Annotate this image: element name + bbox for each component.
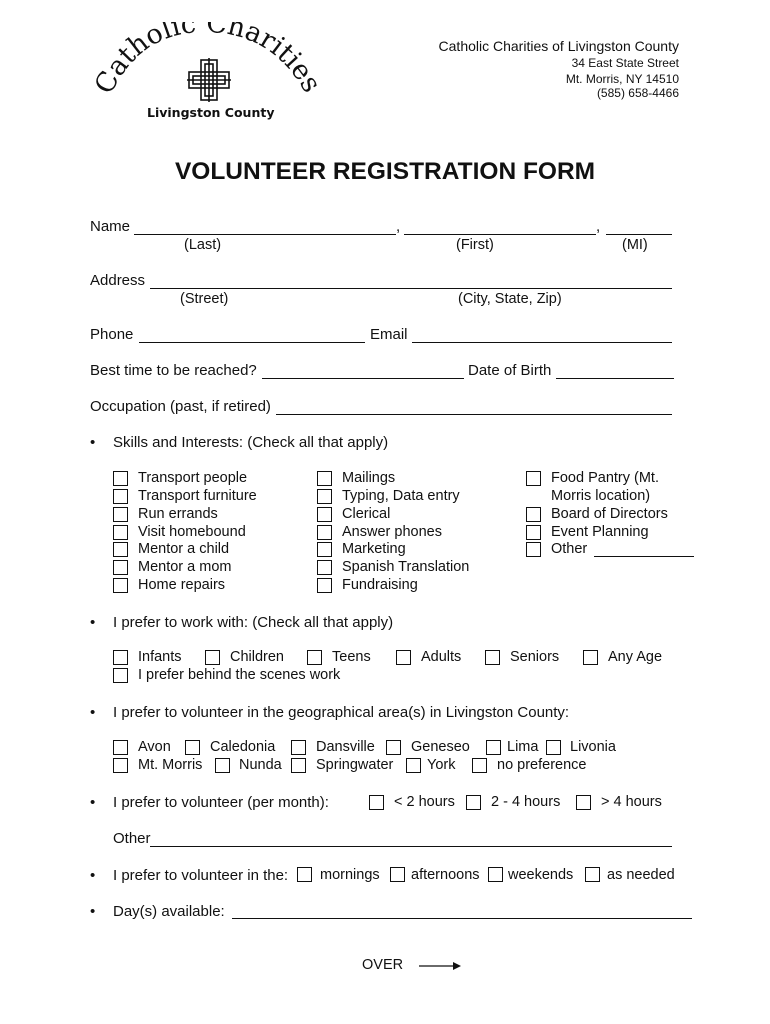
skill-label: Marketing	[342, 541, 406, 557]
checkbox[interactable]	[317, 542, 332, 557]
checkbox[interactable]	[113, 471, 128, 486]
checkbox[interactable]	[215, 758, 230, 773]
checkbox[interactable]	[291, 740, 306, 755]
checkbox[interactable]	[113, 560, 128, 575]
checkbox[interactable]	[546, 740, 561, 755]
dob-label: Date of Birth	[468, 362, 552, 379]
areas-prompt: I prefer to volunteer in the geographical area(s) in Livingston County:	[113, 704, 570, 721]
area-label: Geneseo	[411, 739, 470, 755]
work-with-label: Teens	[332, 649, 371, 665]
form-title: VOLUNTEER REGISTRATION FORM	[174, 158, 596, 185]
area-label: Caledonia	[210, 739, 276, 755]
per-month-label: 2 - 4 hours	[491, 794, 561, 810]
checkbox[interactable]	[113, 668, 128, 683]
days-field[interactable]	[232, 918, 692, 919]
area-label: York	[427, 757, 456, 773]
checkbox[interactable]	[307, 650, 322, 665]
work-with-prompt: I prefer to work with: (Check all that apply)	[113, 614, 394, 631]
logo-arc-text: atholic Charities	[100, 22, 326, 98]
area-label: Avon	[138, 739, 171, 755]
checkbox[interactable]	[113, 489, 128, 504]
time-of-day-label: afternoons	[411, 867, 480, 883]
first-caption: (First)	[456, 237, 494, 253]
mi-caption: (MI)	[622, 237, 648, 253]
time-of-day-prompt: I prefer to volunteer in the:	[113, 867, 289, 884]
city-state-zip-caption: (City, State, Zip)	[458, 291, 562, 307]
checkbox[interactable]	[113, 650, 128, 665]
checkbox[interactable]	[390, 867, 405, 882]
address-field[interactable]	[150, 288, 672, 289]
arrow-right-icon	[419, 959, 463, 973]
per-month-label: > 4 hours	[601, 794, 662, 810]
checkbox[interactable]	[113, 525, 128, 540]
skill-label: Mentor a child	[138, 541, 230, 557]
checkbox[interactable]	[185, 740, 200, 755]
org-city: Mt. Morris, NY 14510	[565, 72, 679, 86]
work-with-label: Adults	[421, 649, 462, 665]
skill-label: Mentor a mom	[138, 559, 232, 575]
skill-label: Fundraising	[342, 577, 418, 593]
skill-label: Board of Directors	[551, 506, 668, 522]
checkbox[interactable]	[526, 525, 541, 540]
checkbox[interactable]	[317, 578, 332, 593]
area-label: Livonia	[570, 739, 616, 755]
area-label: Nunda	[239, 757, 282, 773]
skill-label: Answer phones	[342, 524, 442, 540]
skill-label: Transport furniture	[138, 488, 257, 504]
cross-emblem-icon	[187, 58, 231, 102]
area-label: Mt. Morris	[138, 757, 203, 773]
mi-field[interactable]	[606, 234, 672, 235]
best-time-label: Best time to be reached?	[90, 362, 257, 379]
checkbox[interactable]	[486, 740, 501, 755]
skill-label: Food Pantry (Mt.	[551, 470, 659, 486]
skill-label: Mailings	[342, 470, 396, 486]
bullet: •	[90, 903, 96, 920]
bullet: •	[90, 867, 96, 884]
bullet: •	[90, 794, 96, 811]
checkbox[interactable]	[317, 507, 332, 522]
dob-field[interactable]	[556, 378, 674, 379]
last-caption: (Last)	[184, 237, 222, 253]
area-label: Springwater	[316, 757, 394, 773]
bullet: •	[90, 614, 96, 631]
comma-1: ,	[396, 218, 401, 235]
checkbox[interactable]	[113, 578, 128, 593]
logo	[96, 22, 326, 132]
skill-label: Clerical	[342, 506, 391, 522]
comma-2: ,	[596, 218, 601, 235]
first-name-field[interactable]	[404, 234, 596, 235]
time-of-day-label: as needed	[607, 867, 675, 883]
best-time-field[interactable]	[262, 378, 464, 379]
occupation-field[interactable]	[276, 414, 672, 415]
checkbox[interactable]	[113, 740, 128, 755]
checkbox[interactable]	[526, 471, 541, 486]
skill-label: Spanish Translation	[342, 559, 470, 575]
name-label: Name	[90, 218, 131, 235]
work-with-label: Children	[230, 649, 284, 665]
email-label: Email	[370, 326, 408, 343]
checkbox[interactable]	[526, 507, 541, 522]
work-with-label: Any Age	[608, 649, 663, 665]
checkbox[interactable]	[406, 758, 421, 773]
bullet: •	[90, 704, 96, 721]
occupation-label: Occupation (past, if retired)	[90, 398, 271, 415]
checkbox[interactable]	[583, 650, 598, 665]
time-of-day-label: mornings	[320, 867, 380, 883]
org-phone: (585) 658-4466	[596, 86, 679, 100]
checkbox[interactable]	[396, 650, 411, 665]
address-label: Address	[90, 272, 146, 289]
org-name: Catholic Charities of Livingston County	[438, 38, 679, 54]
area-label: no preference	[497, 757, 587, 773]
over-label: OVER	[362, 957, 404, 973]
org-street: 34 East State Street	[571, 56, 679, 70]
other-label: Other	[113, 830, 151, 847]
phone-label: Phone	[90, 326, 134, 343]
bullet: •	[90, 434, 96, 451]
skill-label-continued: Morris location)	[551, 488, 651, 504]
days-label: Day(s) available:	[113, 903, 225, 920]
skill-label: Run errands	[138, 506, 218, 522]
logo-sub-text: Livingston County	[147, 105, 275, 120]
per-month-label: < 2 hours	[394, 794, 455, 810]
other-field[interactable]	[150, 846, 672, 847]
checkbox[interactable]	[386, 740, 401, 755]
checkbox[interactable]	[317, 560, 332, 575]
last-name-field[interactable]	[134, 234, 396, 235]
checkbox[interactable]	[526, 542, 541, 557]
skill-label: Event Planning	[551, 524, 649, 540]
checkbox[interactable]	[488, 867, 503, 882]
skill-label: Transport people	[138, 470, 248, 486]
behind-scenes-label: I prefer behind the scenes work	[138, 667, 341, 683]
area-label: Lima	[507, 739, 539, 755]
area-label: Dansville	[316, 739, 375, 755]
work-with-label: Seniors	[510, 649, 560, 665]
checkbox[interactable]	[585, 867, 600, 882]
checkbox[interactable]	[485, 650, 500, 665]
other-skill-field[interactable]	[594, 556, 694, 557]
skill-label: Other	[551, 541, 588, 557]
skill-label: Typing, Data entry	[342, 488, 460, 504]
checkbox[interactable]	[369, 795, 384, 810]
checkbox[interactable]	[576, 795, 591, 810]
checkbox[interactable]	[317, 489, 332, 504]
skill-label: Home repairs	[138, 577, 226, 593]
checkbox[interactable]	[297, 867, 312, 882]
skills-prompt: Skills and Interests: (Check all that apply)	[113, 434, 389, 451]
checkbox[interactable]	[291, 758, 306, 773]
checkbox[interactable]	[113, 507, 128, 522]
phone-field[interactable]	[139, 342, 365, 343]
skill-label: Visit homebound	[138, 524, 246, 540]
checkbox[interactable]	[205, 650, 220, 665]
street-caption: (Street)	[180, 291, 229, 307]
checkbox[interactable]	[317, 525, 332, 540]
checkbox[interactable]	[113, 758, 128, 773]
checkbox[interactable]	[317, 471, 332, 486]
work-with-label: Infants	[138, 649, 182, 665]
time-of-day-label: weekends	[508, 867, 574, 883]
per-month-prompt: I prefer to volunteer (per month):	[113, 794, 329, 811]
checkbox[interactable]	[472, 758, 487, 773]
email-field[interactable]	[412, 342, 672, 343]
checkbox[interactable]	[113, 542, 128, 557]
checkbox[interactable]	[466, 795, 481, 810]
